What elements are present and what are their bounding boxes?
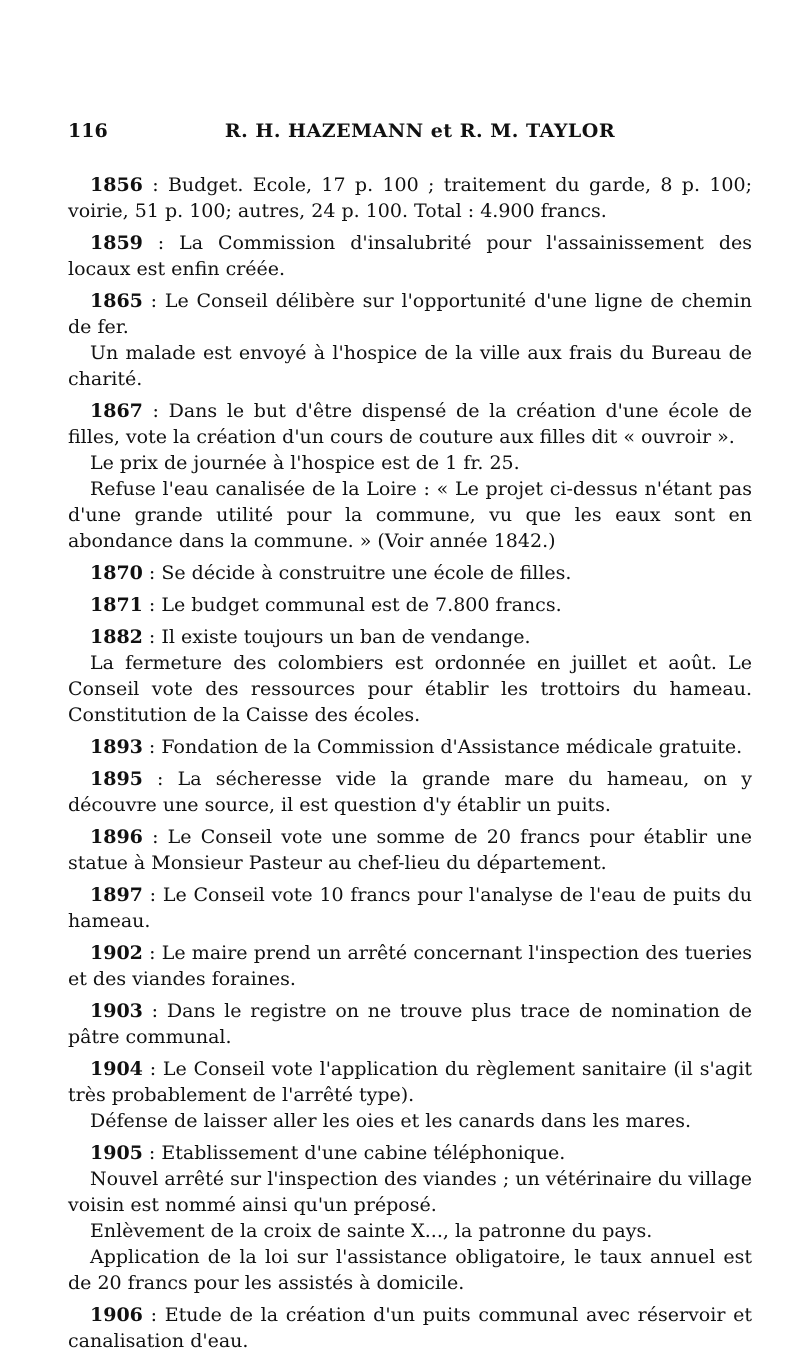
entry-1904	[68, 1056, 752, 1134]
entry-year: 1882	[90, 626, 143, 648]
entry-1856	[68, 172, 752, 224]
running-header	[68, 120, 752, 150]
entry-1867	[68, 398, 752, 554]
entry-paragraph: Application de la loi sur l'assistance obligatoire, le taux annuel est de 20 francs pour les assistés à domicile.	[68, 1246, 752, 1294]
entry-text: : Le Conseil vote une somme de 20 francs pour établir une statue à Monsieur Pasteur au chef-lieu du département.	[68, 826, 752, 874]
entry-text: : Il existe toujours un ban de vendange.	[142, 626, 531, 648]
entry-year: 1905	[90, 1142, 143, 1164]
entry-year: 1859	[90, 232, 143, 254]
entry-year: 1895	[90, 768, 143, 790]
entry-paragraph: La fermeture des colombiers est ordonnée en juillet et août. Le Conseil vote des ressources pour établir les trottoirs du hameau. Constitution de la Caisse des écoles.	[68, 652, 752, 726]
entry-paragraph: Le prix de journée à l'hospice est de 1 fr. 25.	[90, 452, 520, 474]
entry-1882	[68, 624, 752, 728]
entry-year: 1871	[90, 594, 143, 616]
entry-1893	[68, 734, 752, 760]
entry-paragraph: Nouvel arrêté sur l'inspection des viandes ; un vétérinaire du village voisin est nommé ainsi qu'un préposé.	[68, 1168, 752, 1216]
entry-year: 1865	[90, 290, 143, 312]
entry-year: 1867	[90, 400, 143, 422]
entry-1896	[68, 824, 752, 876]
entry-paragraph: Un malade est envoyé à l'hospice de la ville aux frais du Bureau de charité.	[68, 342, 752, 390]
entry-1895	[68, 766, 752, 818]
entry-text: : Etude de la création d'un puits communal avec réservoir et canalisation d'eau.	[68, 1304, 752, 1352]
entry-year: 1906	[90, 1304, 143, 1326]
entry-year: 1893	[90, 736, 143, 758]
entry-year: 1896	[90, 826, 143, 848]
entry-paragraph: Enlèvement de la croix de sainte X..., la patronne du pays.	[90, 1220, 653, 1242]
entry-text: : La Commission d'insalubrité pour l'assainissement des locaux est enfin créée.	[68, 232, 752, 280]
entry-1902	[68, 940, 752, 992]
entry-text: : Le Conseil vote 10 francs pour l'analyse de l'eau de puits du hameau.	[68, 884, 752, 932]
entry-year: 1903	[90, 1000, 143, 1022]
entry-text: : Le Conseil vote l'application du règlement sanitaire (il s'agit très probablement de l'arrêté type).	[68, 1058, 752, 1106]
entry-1871	[68, 592, 752, 618]
entry-1870	[68, 560, 752, 586]
entry-text: : Se décide à construitre une école de filles.	[142, 562, 572, 584]
entry-text: : Le Conseil délibère sur l'opportunité d'une ligne de chemin de fer.	[68, 290, 752, 338]
entry-1859	[68, 230, 752, 282]
entry-year: 1897	[90, 884, 143, 906]
entry-text: : Dans le but d'être dispensé de la création d'une école de filles, vote la création d'un cours de couture aux filles dit « ouvroir ».	[68, 400, 752, 448]
entry-1906	[68, 1302, 752, 1354]
running-title: R. H. HAZEMANN et R. M. TAYLOR	[224, 120, 616, 142]
entry-year: 1904	[90, 1058, 143, 1080]
entry-1865	[68, 288, 752, 392]
entry-text: : Dans le registre on ne trouve plus trace de nomination de pâtre communal.	[68, 1000, 752, 1048]
entry-text: : Etablissement d'une cabine téléphonique.	[142, 1142, 566, 1164]
entry-1905	[68, 1140, 752, 1296]
entry-year: 1870	[90, 562, 143, 584]
entry-paragraph: Refuse l'eau canalisée de la Loire : « Le projet ci-dessus n'étant pas d'une grande utilité pour la commune, vu que les eaux sont en abondance dans la commune. » (Voir année 1842.)	[68, 478, 752, 552]
entry-1903	[68, 998, 752, 1050]
chronology	[68, 172, 752, 1354]
entry-year: 1902	[90, 942, 143, 964]
entry-text: : La sécheresse vide la grande mare du hameau, on y découvre une source, il est question d'y établir un puits.	[68, 768, 752, 816]
entry-1897	[68, 882, 752, 934]
entry-year: 1856	[90, 174, 143, 196]
entry-text: : Budget. Ecole, 17 p. 100 ; traitement du garde, 8 p. 100; voirie, 51 p. 100; autres, 24 p. 100. Total : 4.900 francs.	[68, 174, 752, 222]
entry-text: : Fondation de la Commission d'Assistance médicale gratuite.	[142, 736, 743, 758]
page-number: 116	[68, 120, 108, 142]
entry-text: : Le budget communal est de 7.800 francs.	[142, 594, 562, 616]
entry-paragraph: Défense de laisser aller les oies et les canards dans les mares.	[90, 1110, 692, 1132]
entry-text: : Le maire prend un arrêté concernant l'inspection des tueries et des viandes foraines.	[68, 942, 752, 990]
